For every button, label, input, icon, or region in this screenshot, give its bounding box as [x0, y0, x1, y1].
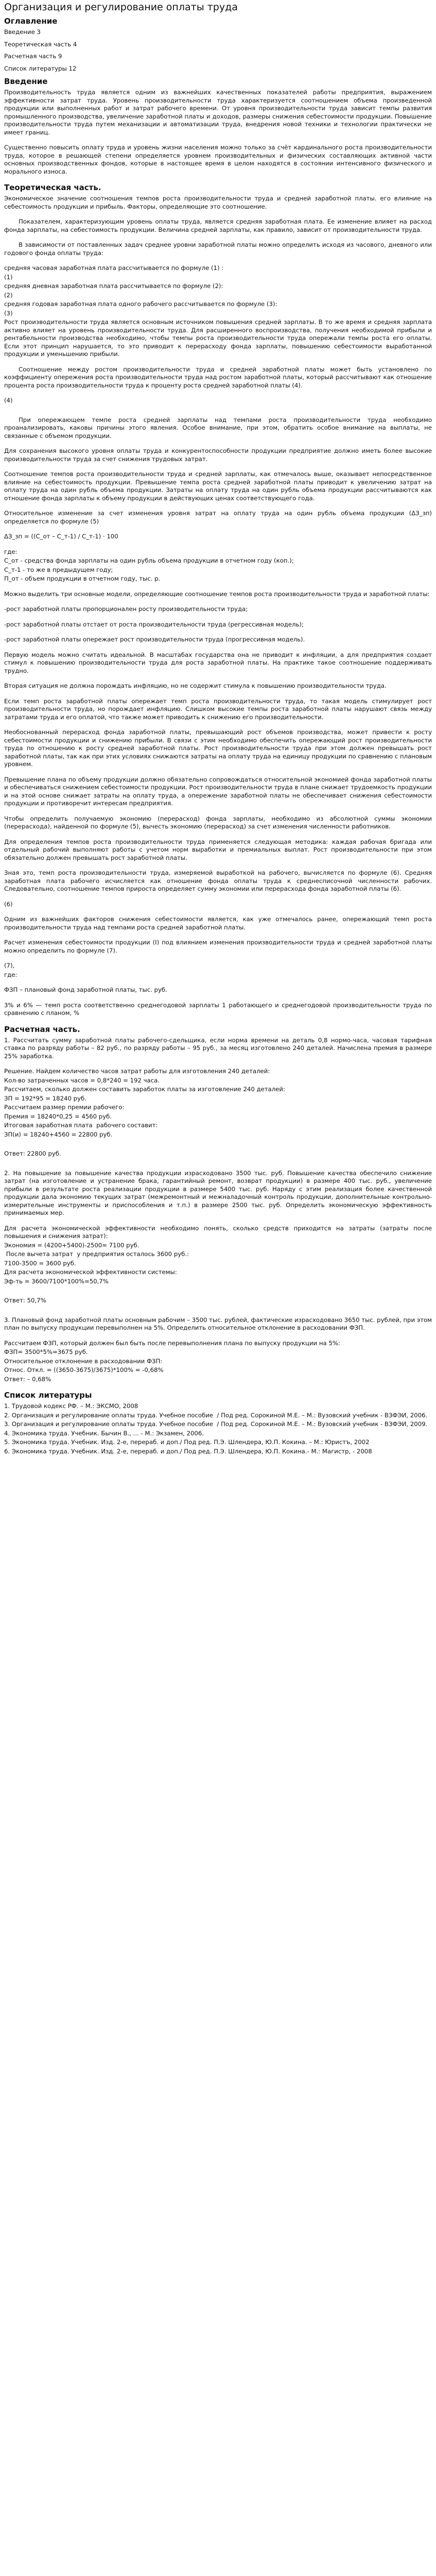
- paragraph: Первую модель можно считать идеальной. В масштабах государства она не приводит к инфляции, а для предприятия создает стимул к повышению производительности труда для роста заработной платы. На практике такое соотношение поддерживать трудно.: [4, 651, 434, 674]
- paragraph: Премия = 18240*0,25 = 4560 руб.: [4, 1112, 112, 1120]
- paragraph: Итоговая заработная плата рабочего составит:: [4, 1122, 158, 1129]
- paragraph: Экономия = (4200+5400)-2500= 7100 руб.: [4, 1241, 139, 1249]
- paragraph: Ответ: – 0,68%: [4, 1375, 51, 1383]
- paragraph: где:: [4, 971, 18, 978]
- paragraph: ЗП = 192*95 = 18240 руб.: [4, 1094, 86, 1102]
- paragraph: 2. Организация и регулирование оплаты труда. Учебное пособие / Под ред. Сорокиной М.Е. – М.: Вузовский учебник - ВЗФЭИ, 2006.: [4, 1411, 428, 1419]
- paragraph: 7100-3500 = 3600 руб.: [4, 1259, 76, 1267]
- paragraph: Для расчета экономической эффективности необходимо понять, сколько средств приходится на затраты (затраты после повышения и снижения затрат):: [4, 1224, 434, 1240]
- paragraph: 1. Рассчитать сумму заработной платы рабочего-сдельщика, если норма времени на деталь 0,8 нормо-часа, часовая тарифная ставка по разряду работы – 82 руб., по разряду работы – 95 руб., за месяц изготовлено 240 деталей. Начислена премия в размере 25% заработка.: [4, 1036, 434, 1060]
- paragraph: Можно выделить три основные модели, определяющие соотношение темпов роста производительности труда и заработной платы:: [4, 590, 430, 598]
- paragraph: С_т-1 - то же в предыдущем году;: [4, 566, 113, 573]
- section-heading: Оглавление: [4, 16, 58, 26]
- paragraph: (6): [4, 900, 13, 908]
- toc-entry: Список литературы 12: [4, 64, 77, 72]
- paragraph: Необоснованный перерасход фонда заработной платы, превышающий рост объемов производства, может привести к росту себестоимости продукции и снижению прибыли. В связи с этим необходимо обеспечить опережающий рост производительности труда по отношению к росту средней заработной платы. Рост производительности труда при этом должен превышать рост заработной платы, так как при этих условиях снижаются затраты на оплату труда на единицу продукции по сравнению с плановым уровнем.: [4, 728, 434, 768]
- paragraph: Чтобы определить получаемую экономию (перерасход) фонда зарплаты, необходимо из абсолютной суммы экономии (перерасхода), найденной по формуле (5), вычесть экономию (перерасход) за счет изменения численности работников.: [4, 815, 434, 830]
- paragraph: Превышение плана по объему продукции должно обязательно сопровождаться относительной экономией фонда заработной платы и обеспечиваться снижением себестоимости продукции. Рост производительности труда в плане снижает трудоемкость продукции и на этой основе снижает затраты на оплату труда, а опережение заработной платы не обеспечивает снижения себестоимости продукции и противоречит интересам предприятия.: [4, 775, 434, 807]
- paragraph: 3. Организация и регулирование оплаты труда. Учебное пособие / Под ред. Сорокиной М.Е. – М.: Вузовский учебник - ВЗФЭИ, 2009.: [4, 1420, 428, 1428]
- paragraph: Соотношение между ростом производительности труда и средней заработной платы может быть установлено по коэффициенту опережения роста производительности труда над ростом заработной платы, который рассчитывают как отношение процента роста производительности труда к проценту роста средней заработной платы (4).: [4, 365, 434, 389]
- paragraph: После вычета затрат у предприятия осталось 3600 руб.:: [4, 1250, 189, 1258]
- paragraph: С_от - средства фонда зарплаты на один рубль объема продукции в отчетном году (коп.);: [4, 557, 294, 564]
- paragraph: -рост заработной платы опережает рост производительности труда (прогрессивная модель).: [4, 636, 305, 643]
- paragraph: Если темп роста заработной платы опережает темп роста производительности труда, то такая модель стимулирует рост производительности труда, но порождает инфляцию. Слишком высокие темпы роста заработной платы нарушают связь между затратами труда и его оплатой, что также может приводить к снижению его производительности.: [4, 697, 434, 721]
- paragraph: средняя годовая заработная плата одного рабочего рассчитывается по формуле (3):: [4, 300, 277, 308]
- paragraph: -рост заработной платы отстает от роста производительности труда (регрессивная модель);: [4, 620, 304, 628]
- paragraph: ФЗП – плановый фонд заработной платы, тыс. руб.: [4, 986, 167, 993]
- paragraph: 6. Экономика труда. Учебник. Изд. 2-е, перераб. и доп./ Под ред. П.Э. Шлендера, Ю.П. Кокина.- М.: Магистр, - 2008: [4, 1447, 372, 1455]
- paragraph: Рост производительности труда является основным источником повышения средней зарплаты. В то же время и средняя зарплата активно влияет на уровень производительности труда. Для расширенного воспроизводства, получения необходимой прибыли и рентабельности производства необходимо, чтобы темпы роста производительности труда опережали темпы роста его оплаты. Если этот принцип нарушается, то это приводит к перерасходу фонда зарплаты, повышению себестоимости выработанной продукции и уменьшению прибыли.: [4, 318, 434, 358]
- section-heading: Расчетная часть.: [4, 1024, 80, 1034]
- paragraph: Расчет изменения себестоимости продукции (I) под влиянием изменения производительности труда и средней заработной платы можно определить по формуле (7).: [4, 939, 434, 954]
- document-body: [4, 16, 432, 1455]
- paragraph: Зная это, темп роста производительности труда, измеряемой выработкой на рабочего, вычисляется по формуле (6). Средняя заработная плата рабочего исчисляется как отношение фонда оплаты труда к среднесписочной численности рабочих. Следовательно, соотношение темпов прироста определяет сумму экономии или перерасхода фонда заработной платы (6).: [4, 869, 434, 892]
- paragraph: где:: [4, 548, 18, 555]
- paragraph: 5. Экономика труда. Учебник. Изд. 2-е, перераб. и доп./ Под ред. П.Э. Шлендера, Ю.П. Кокина. – М.: Юристъ, 2002: [4, 1438, 370, 1446]
- paragraph: Соотношение темпов роста производительности труда и средней зарплаты, как отмечалось выше, оказывает непосредственное влияние на себестоимость продукции. Превышение темпа роста средней заработной платы приводит к увеличению затрат на оплату труда на один рубль объема продукции. Затраты на оплату труда на один рубль объема продукции рассчитываются как отношение фонда зарплаты к объему продукции в действующих ценах соответствующего года.: [4, 470, 434, 502]
- paragraph: Ответ: 22800 руб.: [4, 1150, 61, 1157]
- paragraph: Кол-во затраченных часов = 0,8*240 = 192 часа.: [4, 1076, 160, 1084]
- paragraph: 3% и 6% — темп роста соответственно среднегодовой зарплаты 1 работающего и среднегодовой производительности труда по сравнению с планом, %: [4, 1001, 434, 1016]
- section-heading: Теоретическая часть.: [4, 183, 101, 192]
- spacer: [4, 412, 432, 416]
- paragraph: Относительное изменение за счет изменения уровня затрат на оплату труда на один рубль объема продукции (ΔЗ_зп) определяется по формуле (5): [4, 510, 434, 525]
- paragraph: Относительное отклонение в расходовании ФЗП:: [4, 1357, 163, 1365]
- paragraph: ЗП(и) = 18240+4560 = 22800 руб.: [4, 1130, 113, 1138]
- paragraph: Для сохранения высокого уровня оплаты труда и конкурентоспособности продукции предприятие должно иметь более высокие производительности труда за счет снижения трудовых затрат.: [4, 447, 434, 463]
- paragraph: В зависимости от поставленных задач среднее уровни заработной платы можно определить исходя из часового, дневного или годового фонда оплаты труда:: [4, 241, 434, 257]
- toc-entry: Введение 3: [4, 28, 41, 36]
- spacer: [4, 1146, 432, 1150]
- formula: ΔЗ_зп = ((С_от – С_т-1) / С_т-1) · 100: [4, 533, 118, 540]
- spacer: [4, 1165, 432, 1170]
- paragraph: 2. На повышение за повышение качества продукции израсходовано 3500 тыс. руб. Повышение качества обеспечило снижение затрат (на изготовление и устранение брака, гарантийный ремонт, возврат продукции) в размере 400 тыс. руб., увеличение прибыли в результате роста реализации продукции в размере 5400 тыс. руб. Наряду с этим реализация более качественной продукции дала экономию текущих затрат (межремонтный и межналадочный контроль продукции, дополнительные контрольно-измерительные инструменты и приспособления и т.п.) в размере 2500 тыс. руб. Определить экономическую эффективность принимаемых мер.: [4, 1169, 434, 1216]
- spacer: [4, 1312, 432, 1316]
- paragraph: (4): [4, 397, 13, 404]
- paragraph: (1): [4, 273, 13, 281]
- paragraph: Решение. Найдем количество часов затрат работы для изготовления 240 деталей:: [4, 1067, 270, 1075]
- document: [0, 1, 436, 1467]
- section-heading: Список литературы: [4, 1391, 92, 1400]
- paragraph: (3): [4, 309, 13, 317]
- toc-entry: Расчетная часть 9: [4, 53, 62, 60]
- paragraph: Рассчитаем ФЗП, который должен был быть после перевыполнения плана по выпуску продукции на 5%:: [4, 1339, 340, 1347]
- paragraph: (7),: [4, 962, 15, 969]
- paragraph: Производительность труда является одним из важнейших качественных показателей работы предприятия, выражением эффективности затрат труда. Уровень производительности труда характеризуется соотношением объема произведенной продукции или выполненных работ и затрат рабочего времени. От уровня производительности труда зависит темпы развития промышленного производства, увеличение заработной платы и доходов, размеры снижения себестоимости продукции. Повышение производительности труда путем механизации и автоматизации труда, внедрения новой техники и технологии практически не имеет границ.: [4, 89, 434, 136]
- paragraph: средняя часовая заработная плата рассчитывается по формуле (1) :: [4, 264, 224, 272]
- paragraph: Ответ: 50,7%: [4, 1297, 46, 1304]
- paragraph: ФЗП= 3500*5%=3675 руб.: [4, 1348, 88, 1355]
- paragraph: Относ. Откл. = ((3650-3675)/3675)*100% = -0,68%: [4, 1366, 164, 1374]
- paragraph: Для определения темпов роста производительности труда применяется следующая методика: каждая рабочая бригада или отдельный рабочий выполняют работы с учетом норм выработки и премиальных выплат. Рост производительности при этом обязательно должен превышать рост заработной платы.: [4, 838, 434, 861]
- page-title: Организация и регулирование оплаты труда: [4, 2, 238, 13]
- paragraph: средняя дневная заработная плата рассчитывается по формуле (2):: [4, 282, 223, 290]
- paragraph: П_от - объем продукции в отчетном году, тыс. р.: [4, 575, 161, 582]
- paragraph: Показателем, характеризующим уровень оплаты труда, является средняя заработная плата. Ее изменение влияет на расход фонда зарплаты, на себестоимость продукции. Величина средней зарплаты, как правило, зависит от производительности труда.: [4, 218, 434, 233]
- paragraph: Эф-ть = 3600/7100*100%=50,7%: [4, 1277, 109, 1285]
- paragraph: Вторая ситуация не должна порождать инфляцию, но не содержит стимула к повышению производительности труда.: [4, 682, 387, 689]
- spacer: [4, 1293, 432, 1297]
- spacer: [4, 544, 432, 548]
- paragraph: Для расчета экономической эффективности системы:: [4, 1268, 177, 1276]
- toc-entry: Теоретическая часть 4: [4, 40, 77, 48]
- section-heading: Введение: [4, 77, 48, 86]
- paragraph: (2): [4, 291, 13, 299]
- paragraph: Существенно повысить оплату труда и уровень жизни населения можно только за счёт кардинального роста производительности труда, которое в решающей степени определяется уровнем производительных и физических составляющих активной части основных производственных фондов, которые в настоящее время в целом находятся в состоянии интенсивного физического и морального износа.: [4, 144, 434, 175]
- paragraph: Экономическое значение соотношения темпов роста производительности труда и средней заработной платы. его влияние на себестоимость продукции и прибыль. Факторы, определяющие это соотношение.: [4, 195, 434, 210]
- paragraph: 3. Плановый фонд заработной платы основным рабочим – 3500 тыс. рублей, фактические израсходовано 3650 тыс. рублей, при этом план по выпуску продукции перевыполнен на 5%. Определить относительное отклонение в расходовании ФЗП.: [4, 1316, 434, 1331]
- paragraph: При опережающем темпе роста средней зарплаты над темпами роста производительности труда необходимо проанализировать, каковы причины этого явления. Особое внимание, при этом, обратить особое внимание на выплаты, не связанные с объемом продукции.: [4, 416, 434, 439]
- paragraph: 4. Экономика труда. Учебник. Бычин В., ... - М.: Экзамен, 2006.: [4, 1429, 204, 1437]
- paragraph: Рассчитаем, сколько должен составить заработок платы за изготовление 240 деталей:: [4, 1086, 285, 1093]
- paragraph: Рассчитаем размер премии рабочего:: [4, 1104, 125, 1111]
- paragraph: 1. Трудовой кодекс РФ. – М.: ЭКСМО, 2008: [4, 1402, 138, 1410]
- paragraph: Одним из важнейших факторов снижения себестоимости является, как уже отмечалось ранее, опережающий темп роста производительности труда над темпами роста средней заработной платы.: [4, 916, 434, 931]
- paragraph: -рост заработной платы пропорционален росту производительности труда;: [4, 605, 248, 613]
